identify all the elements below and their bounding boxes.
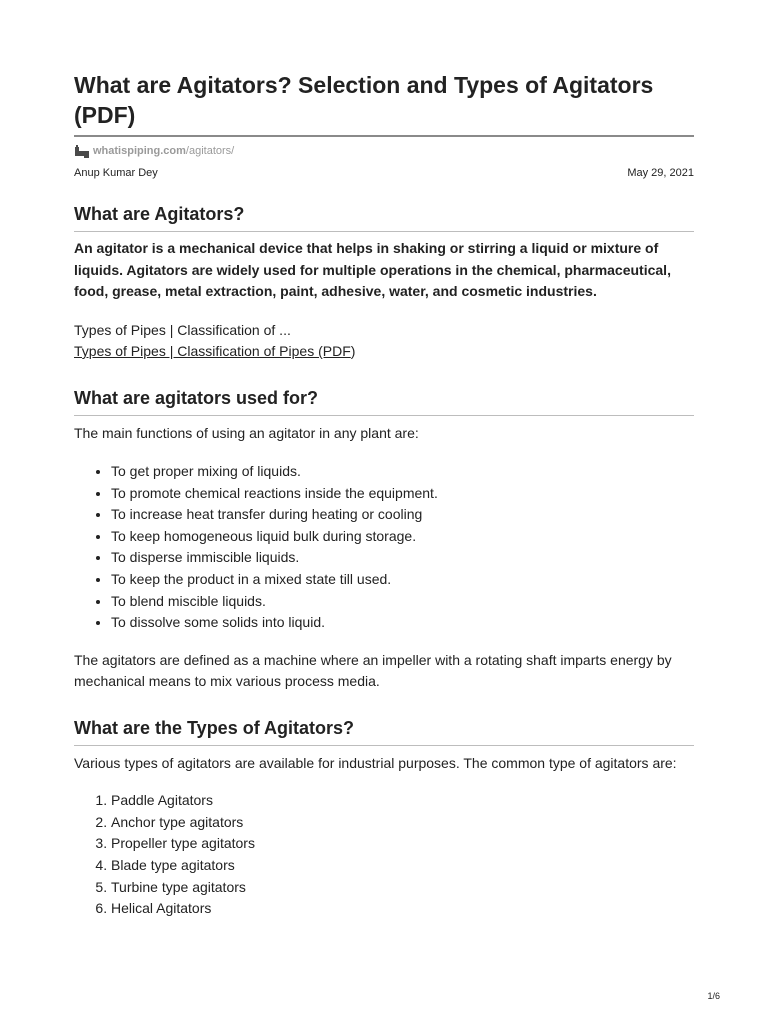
list-item: • To disperse immiscible liquids. (111, 547, 694, 569)
list-item: • To blend miscible liquids. (111, 591, 694, 613)
uses-lead: The main functions of using an agitator in any plant are: (74, 424, 419, 441)
source-site-link[interactable]: whatispiping.com (93, 145, 186, 157)
list-item: • To keep homogeneous liquid bulk during storage. (111, 526, 694, 548)
related-text: Types of Pipes | Classification of ... (74, 321, 291, 338)
list-item: • To increase heat transfer during heating or cooling (111, 504, 694, 526)
article (74, 70, 694, 920)
list-item: • To promote chemical reactions inside the equipment. (111, 483, 694, 505)
related-link[interactable]: Types of Pipes | Classification of Pipes (PDF (74, 343, 351, 359)
list-item: 2. Anchor type agitators (111, 812, 694, 834)
list-item: 5. Turbine type agitators (111, 877, 694, 899)
meta-row (74, 167, 694, 179)
definition-paragraph: The agitators are defined as a machine where an impeller with a rotating shaft imparts energy by mechanical means to mix various process media. (74, 651, 672, 690)
title-divider (74, 135, 694, 137)
source-line (74, 144, 694, 158)
section-divider (74, 745, 694, 746)
section-heading: What are the Types of Agitators? (74, 717, 355, 738)
section-heading: What are Agitators? (74, 204, 245, 224)
section-what-are-agitators (74, 202, 694, 363)
section-divider (74, 231, 694, 232)
page-title: What are Agitators? Selection and Types of Agitators (PDF) (74, 72, 654, 128)
list-item: 3. Propeller type agitators (111, 833, 694, 855)
section-divider (74, 415, 694, 416)
section-heading: What are agitators used for? (74, 387, 319, 408)
list-item: 1. Paddle Agitators (111, 790, 694, 812)
list-item: 4. Blade type agitators (111, 855, 694, 877)
page-number: 1/6 (707, 991, 720, 1001)
intro-paragraph: An agitator is a mechanical device that helps in shaking or stirring a liquid or mixture of liquids. Agitators are widely used for multiple operations in the chemical, pharmaceutical, food, grease, metal extraction, paint, adhesive, water, and cosmetic industries. (74, 240, 671, 299)
author: Anup Kumar Dey (74, 167, 158, 179)
list-item: • To dissolve some solids into liquid. (111, 612, 694, 634)
source-path: /agitators/ (185, 145, 235, 157)
types-list (74, 790, 694, 920)
pipe-logo-icon (74, 144, 90, 158)
section-agitator-uses (74, 386, 694, 693)
publish-date: May 29, 2021 (627, 167, 694, 179)
section-agitator-types (74, 716, 694, 920)
related-link-line: Types of Pipes | Classification of Pipes (PDF) (74, 343, 356, 359)
list-item: 6. Helical Agitators (111, 898, 694, 920)
types-lead: Various types of agitators are available for industrial purposes. The common type of agitators are: (74, 754, 677, 771)
uses-list (74, 461, 694, 634)
list-item: • To get proper mixing of liquids. (111, 461, 694, 483)
list-item: • To keep the product in a mixed state till used. (111, 569, 694, 591)
